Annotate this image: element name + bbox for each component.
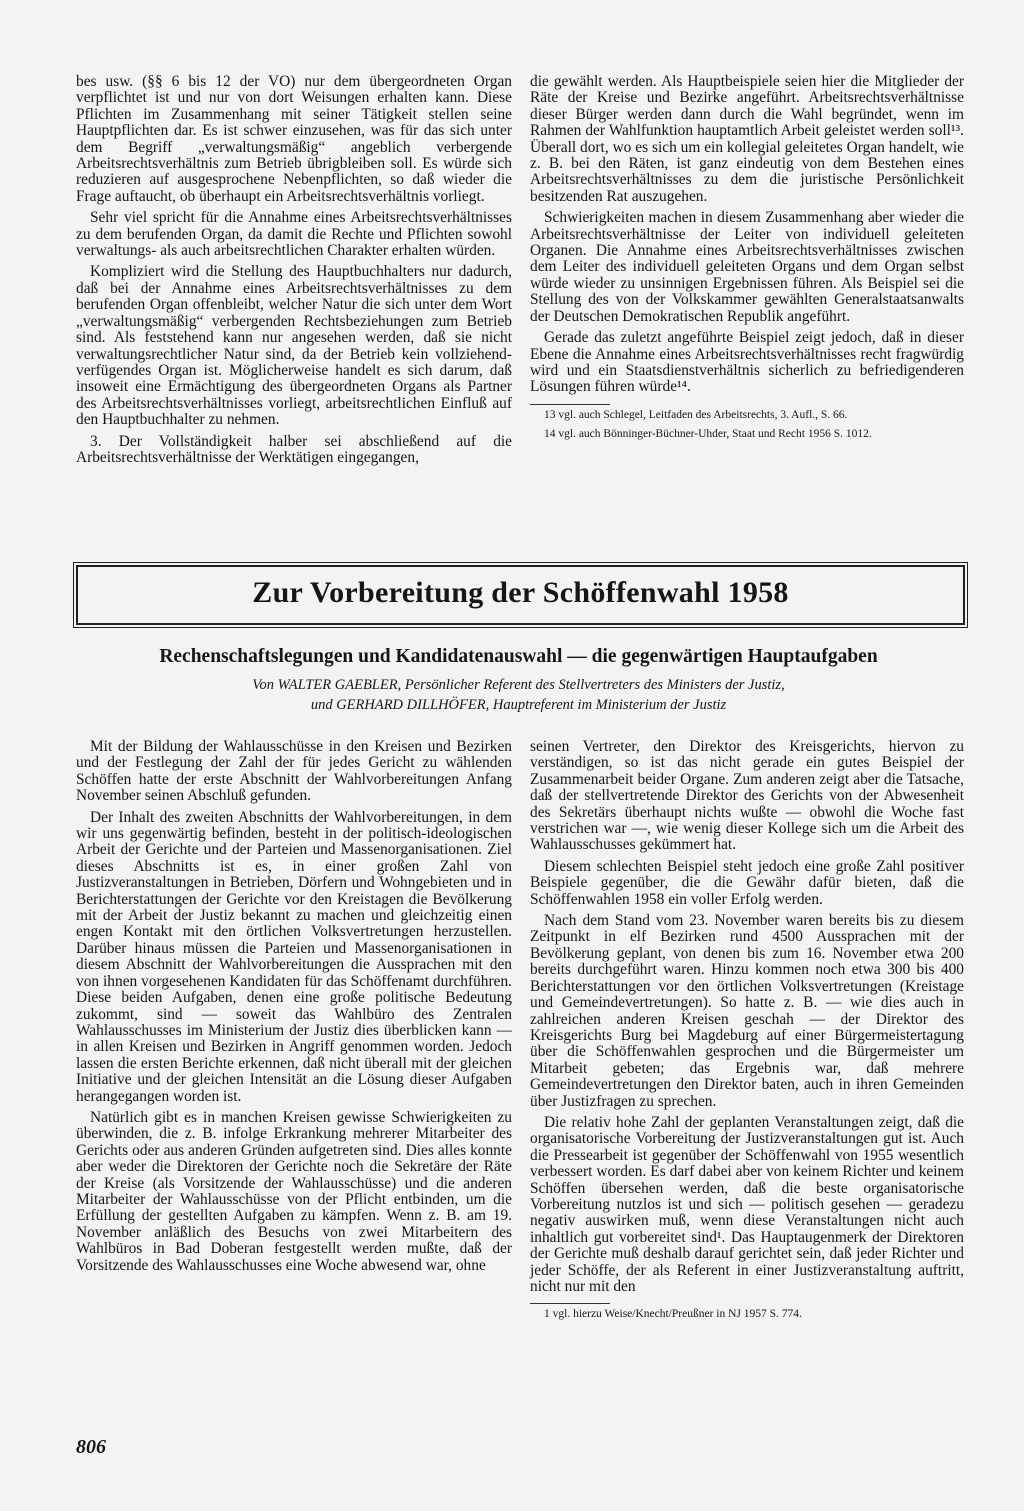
page-number: 806 [76,1436,106,1458]
footnote-divider [530,1303,610,1304]
bottom-right-column [530,739,964,1326]
top-left-column [76,74,512,471]
footnote-13: 13 vgl. auch Schlegel, Leitfaden des Arbeitsrechts, 3. Aufl., S. 66. [544,408,848,421]
byline-line-2: und GERHARD DILLHÖFER, Hauptreferent im Ministerium der Justiz [310,697,727,713]
paragraph: bes usw. (§§ 6 bis 12 der VO) nur dem übergeordneten Organ verpflichtet ist und nur von dort Weisungen erhalten kann. Diese Pflichten im Zusammenhang mit seiner Tätigkeit stellen seine Hauptpflichten dar. Es ist schwer einzusehen, was für das sich unter dem Begriff „verwaltungsmäßig“ angeblich verbergende Arbeitsrechtsverhältnis zum Betrieb übrigbleiben soll. Es würde sich reduzieren auf ausgesprochene Nebenpflichten, so daß wieder die Frage auftaucht, ob überhaupt ein Arbeitsrechtsverhältnis vorliegt. [76,73,512,205]
paragraph: Natürlich gibt es in manchen Kreisen gewisse Schwierigkeiten zu überwinden, die z. B. infolge Erkrankung mehrerer Mitarbeiter des Gerichts oder aus anderen Gründen aufgetreten sind. Dies alles konnte aber weder die Direktoren der Gerichte noch die Sekretäre der Räte der Kreise (als Vorsitzende der Wahlausschüsse) und die anderen Mitarbeiter der Wahlausschüsse von der Pflicht entbinden, um die Erfüllung der gestellten Aufgaben zu kämpfen. Wenn z. B. am 19. November anläßlich des Besuchs von zwei Mitarbeitern des Wahlbüros in Bad Doberan festgestellt werden mußte, daß der Vorsitzende des Wahlausschusses eine Woche abwesend war, ohne [76,1108,512,1274]
paragraph: Kompliziert wird die Stellung des Hauptbuchhalters nur dadurch, daß bei der Annahme eines Arbeitsrechtsverhältnisses zu dem berufenden Organ offenbleibt, welcher Natur die sich unter dem Wort „verwaltungsmäßig“ verbergenden Rechtsbeziehungen zum Betrieb sind. Als feststehend kann nur angesehen werden, daß sie nicht verwaltungsrechtlicher Natur sind, da der Betrieb kein vollziehend-verfügendes Organ ist. Möglicherweise handelt es sich darum, daß insoweit eine Ermächtigung des übergeordneten Organs als Partner des Arbeitsrechtsverhältnisses vorliegt, arbeitsrechtlichen Einfluß auf den Hauptbuchhalter zu nehmen. [76,263,512,429]
paragraph: 3. Der Vollständigkeit halber sei abschließend auf die Arbeitsrechtsverhältnisse der Werktätigen eingegangen, [76,432,512,466]
bottom-left-column [76,739,512,1279]
headline-frame [76,565,965,625]
paragraph: seinen Vertreter, den Direktor des Kreisgerichts, hiervon zu verständigen, so ist das nicht gerade ein gutes Beispiel der Zusammenarbeit beider Organe. Zum anderen zeigt aber die Tatsache, daß der stellvertretende Direktor des Gerichts von der Abwesenheit des Sekretärs überhaupt nichts wußte — obwohl die Woche fast verstrichen war —, wie wenig dieser Kollege sich um die Arbeit des Wahlausschusses gekümmert hat. [530,738,964,854]
paragraph: Nach dem Stand vom 23. November waren bereits bis zu diesem Zeitpunkt in elf Bezirken rund 4500 Aussprachen mit der Bevölkerung geplant, von denen bis zum 16. November etwa 200 bereits durchgeführt waren. Hinzu kommen noch etwa 300 bis 400 Berichterstattungen vor den örtlichen Volksvertretungen (Kreistage und Gemeindevertretungen). So hatte z. B. — wie dies auch in zahlreichen anderen Kreisen geschah — der Direktor des Kreisgerichts Burg bei Magdeburg auf einer Bürgermeistertagung über die Schöffenwahlen gesprochen und die Bürgermeister um Mitarbeit gebeten; das Ergebnis war, daß mehrere Gemeindevertretungen den Direktor baten, auch in ihren Gemeinden über Justizfragen zu sprechen. [530,912,964,1110]
paragraph: Mit der Bildung der Wahlausschüsse in den Kreisen und Bezirken und der Festlegung der Zahl der für jedes Gericht zu wählenden Schöffen hatte der erste Abschnitt der Wahlvorbereitungen Anfang November seinen Abschluß gefunden. [76,738,512,805]
paragraph: Die relativ hohe Zahl der geplanten Veranstaltungen zeigt, daß die organisatorische Vorbereitung der Justizveranstaltungen gut ist. Auch die Pressearbeit ist gegenüber der Schöffenwahl von 1955 wesentlich verbessert worden. Es darf dabei aber von keinem Richter und keinem Schöffen übersehen werden, daß die beste organisatorische Vorbereitung nutzlos ist und sich — politisch gesehen — geradezu negativ auswirken muß, wenn diese Veranstaltungen nicht auch inhaltlich gut vorbereitet sind¹. Das Hauptaugenmerk der Direktoren der Gerichte muß deshalb darauf gerichtet sein, daß jeder Richter und jeder Schöffe, der als Referent in einer Justizveranstaltung auftritt, nicht nur mit den [530,1113,964,1295]
article-headline: Zur Vorbereitung der Schöffenwahl 1958 [252,576,789,609]
article-subheadline: Rechenschaftslegungen und Kandidatenauswahl — die gegenwärtigen Hauptaufgaben [159,646,878,667]
footnote-14: 14 vgl. auch Bönninger-Büchner-Uhder, Staat und Recht 1956 S. 1012. [544,427,872,440]
footnote-1: 1 vgl. hierzu Weise/Knecht/Preußner in NJ 1957 S. 774. [544,1308,802,1321]
paragraph: Sehr viel spricht für die Annahme eines Arbeitsrechtsverhältnisses zu dem berufenden Organ, da damit die Rechte und Pflichten sowohl verwaltungs- als auch arbeitsrechtlichen Charakter erhalten würden. [76,209,512,260]
paragraph: Diesem schlechten Beispiel steht jedoch eine große Zahl positiver Beispiele gegenüber, die die Gewähr dafür bieten, daß die Schöffenwahlen 1958 ein voller Erfolg werden. [530,857,964,908]
paragraph: Der Inhalt des zweiten Abschnitts der Wahlvorbereitungen, in dem wir uns gegenwärtig befinden, besteht in der politisch-ideologischen Arbeit der Gerichte und der Parteien und Massenorganisationen. Ziel dieses Abschnitts ist es, in einer großen Zahl von Justizveranstaltungen in Betrieben, Dörfern und Wohngebieten und in Berichterstattungen der Gerichte vor den Kreistagen die Bevölkerung mit der Arbeit der Justiz bekannt zu machen und gleichzeitig einen engen Kontakt mit den örtlichen Volksvertretungen herzustellen. Darüber hinaus müssen die Parteien und Massenorganisationen in diesem Abschnitt der Wahlvorbereitungen die Aussprachen mit den von ihnen vorgesehenen Kandidaten für das Schöffenamt durchführen. Diese beiden Aufgaben, denen eine große politische Bedeutung zukommt, sind — soweit das Wahlbüro des Zentralen Wahlausschusses im Ministerium der Justiz dies überblicken kann — in allen Kreisen und Bezirken in Angriff genommen worden. Jedoch lassen die ersten Berichte erkennen, daß nicht überall mit der gleichen Initiative und der gleichen Intensität an die Lösung dieser Aufgaben herangegangen worden ist. [76,808,512,1105]
byline-line-1: Von WALTER GAEBLER, Persönlicher Referent des Stellvertreters des Ministers der Justiz, [252,677,785,693]
paragraph: Schwierigkeiten machen in diesem Zusammenhang aber wieder die Arbeitsrechtsverhältnisse der Leiter von individuell geleiteten Organen. Die Annahme eines Arbeitsrechtsverhältnisses zwischen dem Leiter des individuell geleiteten Organs und dem Organ selbst würde wieder zu unsinnigen Ergebnissen führen. Als Beispiel sei die Stellung des von der Volkskammer gewählten Generalstaatsanwalts der Deutschen Demokratischen Republik angeführt. [530,209,964,325]
top-right-column [530,74,964,446]
footnote-divider [530,404,610,405]
paragraph: Gerade das zuletzt angeführte Beispiel zeigt jedoch, daß in dieser Ebene die Annahme eines Arbeitsrechtsverhältnisses recht fragwürdig wird und ein Staatsdienstverhältnis sicherlich zu befriedigenderen Lösungen führen würde¹⁴. [530,329,964,396]
paragraph: die gewählt werden. Als Hauptbeispiele seien hier die Mitglieder der Räte der Kreise und Bezirke angeführt. Arbeitsrechtsverhältnisse dieser Bürger werden dann durch die Wahl begründet, wenn im Rahmen der Wahlfunktion hauptamtlich Arbeit geleistet werden soll¹³. Überall dort, wo es sich um ein kollegial geleitetes Organ handelt, wie z. B. bei den Räten, ist ganz eindeutig von dem Bestehen eines Arbeitsrechtsverhältnisses zu dem die juristische Persönlichkeit besitzenden Rat auszugehen. [530,73,964,205]
